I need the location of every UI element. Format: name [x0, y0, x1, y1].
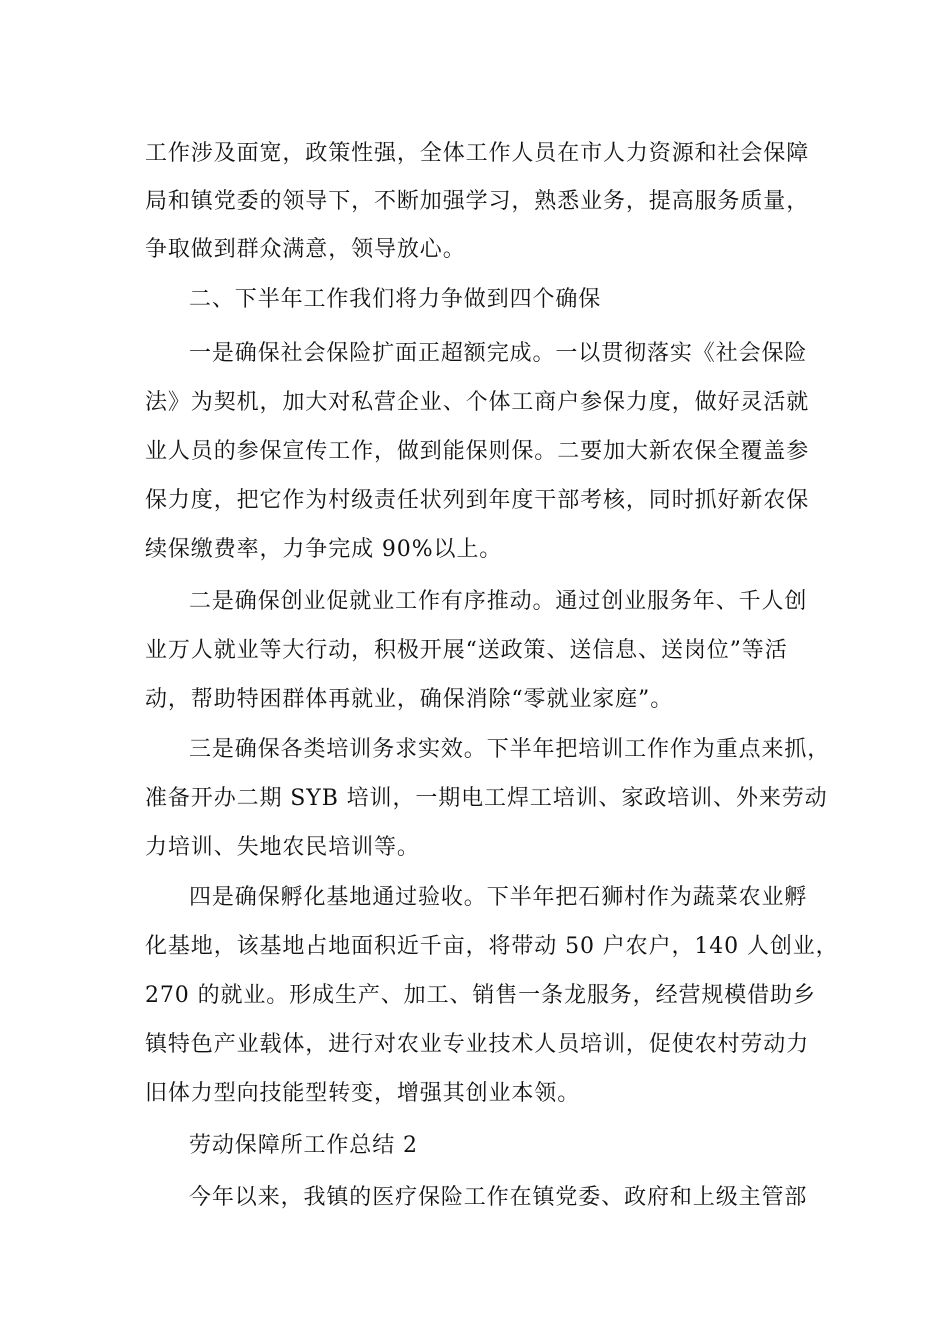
body-text-line: 法》为契机，加大对私营企业、个体工商户参保力度，做好灵活就	[145, 390, 810, 415]
body-text-line: 镇特色产业载体，进行对农业专业技术人员培训，促使农村劳动力	[145, 1032, 810, 1057]
section-title: 劳动保障所工作总结 2	[189, 1133, 418, 1158]
body-text-line: 局和镇党委的领导下，不断加强学习，熟悉业务，提高服务质量，	[145, 189, 810, 214]
body-text-line: 争取做到群众满意，领导放心。	[145, 237, 466, 262]
body-text-line: 工作涉及面宽，政策性强，全体工作人员在市人力资源和社会保障	[145, 141, 810, 166]
body-text-line: 旧体力型向技能型转变，增强其创业本领。	[145, 1081, 581, 1106]
body-text-line: 续保缴费率，力争完成 90%以上。	[145, 537, 503, 562]
body-text-line: 业人员的参保宣传工作，做到能保则保。二要加大新农保全覆盖参	[145, 439, 810, 464]
body-text-line: 力培训、失地农民培训等。	[145, 835, 420, 860]
body-text-line: 二是确保创业促就业工作有序推动。通过创业服务年、千人创	[189, 589, 808, 614]
body-text-line: 三是确保各类培训务求实效。下半年把培训工作作为重点来抓，	[189, 737, 831, 762]
body-text-line: 今年以来，我镇的医疗保险工作在镇党委、政府和上级主管部	[189, 1185, 808, 1210]
body-text-line: 业万人就业等大行动，积极开展“送政策、送信息、送岗位”等活	[145, 638, 788, 663]
section-heading: 二、下半年工作我们将力争做到四个确保	[189, 287, 602, 312]
body-text-line: 270 的就业。形成生产、加工、销售一条龙服务，经营规模借助乡	[145, 983, 816, 1008]
body-text-line: 化基地，该基地占地面积近千亩，将带动 50 户农户，140 人创业，	[145, 934, 839, 959]
body-text-line: 四是确保孵化基地通过验收。下半年把石狮村作为蔬菜农业孵	[189, 885, 808, 910]
body-text-line: 动，帮助特困群体再就业，确保消除“零就业家庭”。	[145, 687, 674, 712]
body-text-line: 保力度，把它作为村级责任状列到年度干部考核，同时抓好新农保	[145, 488, 810, 513]
body-text-line: 一是确保社会保险扩面正超额完成。一以贯彻落实《社会保险	[189, 341, 808, 366]
body-text-line: 准备开办二期 SYB 培训，一期电工焊工培训、家政培训、外来劳动	[145, 786, 828, 811]
